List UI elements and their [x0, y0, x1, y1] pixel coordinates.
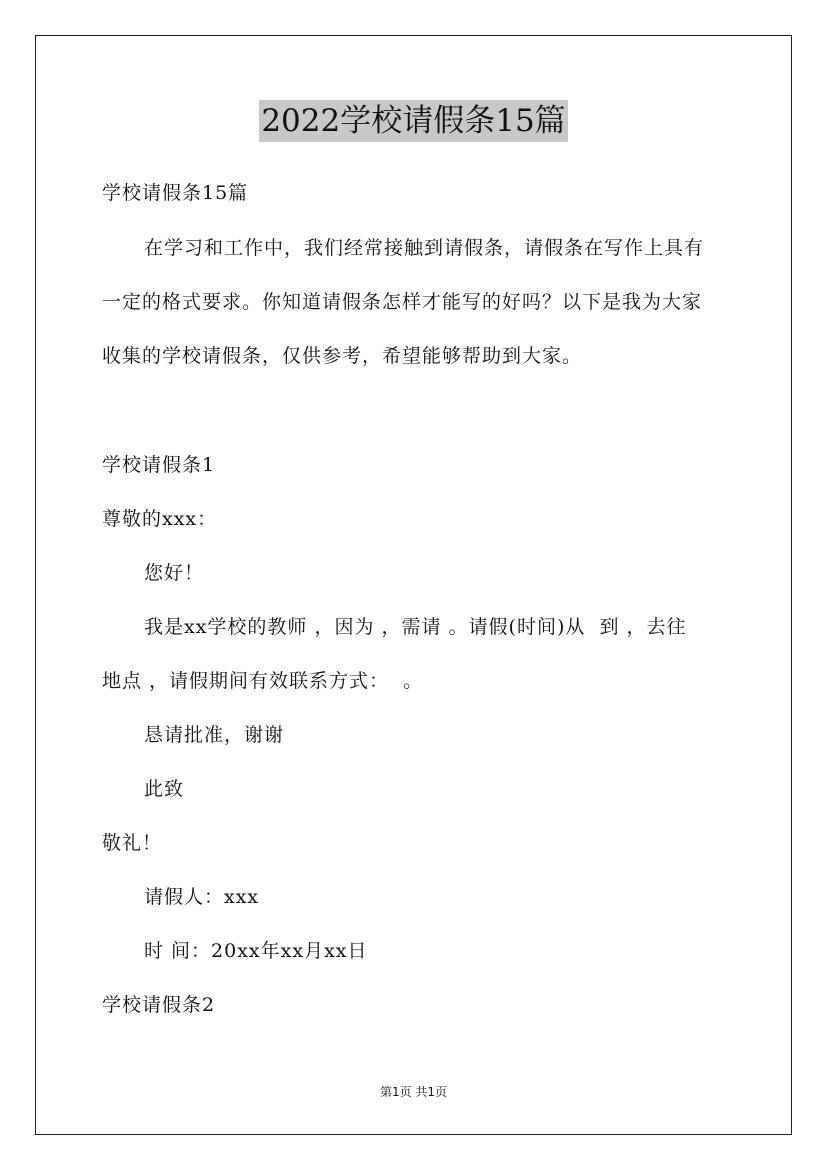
- sample1-request: 恳请批准，谢谢: [144, 724, 285, 746]
- sample1-salutation: 尊敬的xxx：: [102, 508, 218, 530]
- intro-line-2: 一定的格式要求。你知道请假条怎样才能写的好吗？以下是我为大家: [102, 291, 703, 313]
- sample2-heading: 学校请假条2: [102, 994, 216, 1016]
- sample1-date: 时 间：20xx年xx月xx日: [144, 940, 368, 962]
- sample1-heading: 学校请假条1: [102, 454, 216, 476]
- sample1-body-line-2: 地点 ，请假期间有效联系方式： 。: [102, 670, 424, 692]
- document-title: 2022学校请假条15篇: [259, 100, 567, 142]
- sample1-body-line-1: 我是xx学校的教师 ，因为 ，需请 。请假(时间)从 到 ，去往: [144, 616, 687, 638]
- intro-line-3: 收集的学校请假条，仅供参考，希望能够帮助到大家。: [102, 345, 583, 367]
- document-subtitle: 学校请假条15篇: [102, 182, 249, 204]
- title-container: [0, 100, 827, 142]
- sample1-greeting: 您好！: [144, 562, 205, 584]
- intro-line-1: 在学习和工作中，我们经常接触到请假条，请假条在写作上具有: [144, 237, 705, 259]
- sample1-applicant: 请假人：xxx: [144, 886, 260, 908]
- sample1-closing-1: 此致: [144, 778, 185, 800]
- sample1-closing-2: 敬礼！: [102, 832, 163, 854]
- page-footer: 第1页 共1页: [379, 1085, 448, 1099]
